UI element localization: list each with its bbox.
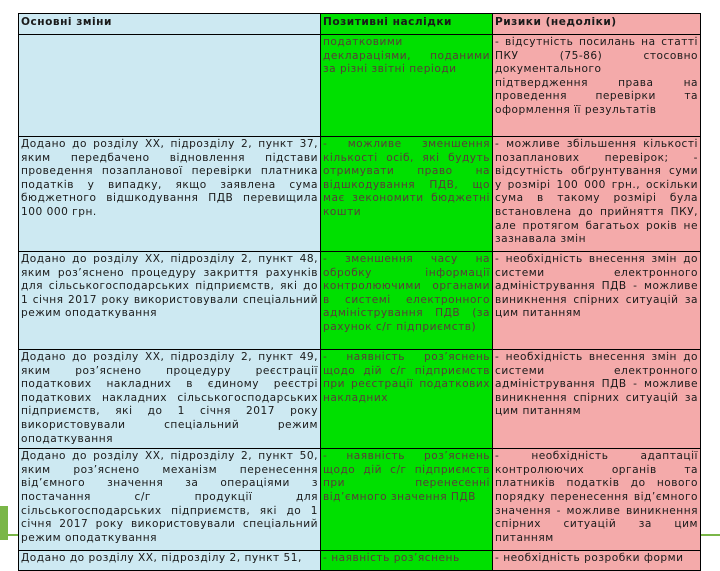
header-risks: Ризики (недоліки) — [493, 14, 701, 35]
change-cell: Додано до розділу ХХ, підрозділу 2, пункт 49, яким роз’яснено процедуру реєстрації податкових накладних в єдиному реєстрі податкових накладних сільськогосподарських підприємств, які до 1 січня 2017 року використовували спеціальний режим оподаткування — [19, 350, 321, 449]
positive-cell: - наявність роз’яснень щодо дій с/г підприємств при перенесенні від’ємного значення ПДВ — [321, 449, 493, 551]
changes-table — [18, 13, 701, 571]
table-row — [19, 551, 701, 571]
change-cell — [19, 35, 321, 137]
risk-cell: - необхідність внесення змін до системи електронного адміністрування ПДВ - можливе виникнення спірних ситуацій за цим питанням — [493, 252, 701, 350]
positive-cell: податковими деклараціями, поданими за різні звітні періоди — [321, 35, 493, 137]
change-cell: Додано до розділу ХХ, підрозділу 2, пункт 50, яким роз’яснено механізм перенесення від’ємного значення за операціями з постачання с/г продукції для сільськогосподарських підприємств, які до 1 січня 2017 року використовували спеціальний режим оподаткування — [19, 449, 321, 551]
positive-cell: - наявність роз’яснень — [321, 551, 493, 571]
header-changes: Основні зміни — [19, 14, 321, 35]
risk-cell: - необхідність внесення змін до системи електронного адміністрування ПДВ - можливе виникнення спірних ситуацій за цим питанням — [493, 350, 701, 449]
change-cell: Додано до розділу ХХ, підрозділу 2, пункт 51, — [19, 551, 321, 571]
table-header-row — [19, 14, 701, 35]
table-row — [19, 35, 701, 137]
table-row — [19, 350, 701, 449]
risk-cell: - необхідність розробки форми — [493, 551, 701, 571]
header-positive: Позитивні наслідки — [321, 14, 493, 35]
risk-cell: - можливе збільшення кількості позапланових перевірок; - відсутність обґрунтування суми у розмірі 100 000 грн., оскільки сума в такому розмірі була встановлена до прийняття ПКУ, але протягом багатьох років не зазнавала змін — [493, 137, 701, 252]
positive-cell: - зменшення часу на обробку інформації контролюючими органами в системі електронного адміністрування ПДВ (за рахунок с/г підприємств) — [321, 252, 493, 350]
positive-cell: - наявність роз’яснень щодо дій с/г підприємств при реєстрації податкових накладних — [321, 350, 493, 449]
risk-cell: - необхідність адаптації контролюючих органів та платників податків до нового порядку перенесення від’ємного значення - можливе виникнення спірних ситуацій за цим питанням — [493, 449, 701, 551]
positive-cell: - можливе зменшення кількості осіб, які будуть отримувати право на відшкодування ПДВ, що має зекономити бюджетні кошти — [321, 137, 493, 252]
table-row — [19, 449, 701, 551]
table-row — [19, 252, 701, 350]
change-cell: Додано до розділу ХХ, підрозділу 2, пункт 48, яким роз’яснено процедуру закриття рахунків для сільськогосподарських підприємств, які до 1 січня 2017 року використовували спеціальний режим оподаткування — [19, 252, 321, 350]
change-cell: Додано до розділу ХХ, підрозділу 2, пункт 37, яким передбачено відновлення підстави проведення позапланової перевірки платника податків у випадку, якщо заявлена сума бюджетного відшкодування ПДВ перевищила 100 000 грн. — [19, 137, 321, 252]
risk-cell: - відсутність посилань на статті ПКУ (75-86) стосовно документального підтвердження права на проведення перевірки та оформлення її результатів — [493, 35, 701, 137]
table-row — [19, 137, 701, 252]
